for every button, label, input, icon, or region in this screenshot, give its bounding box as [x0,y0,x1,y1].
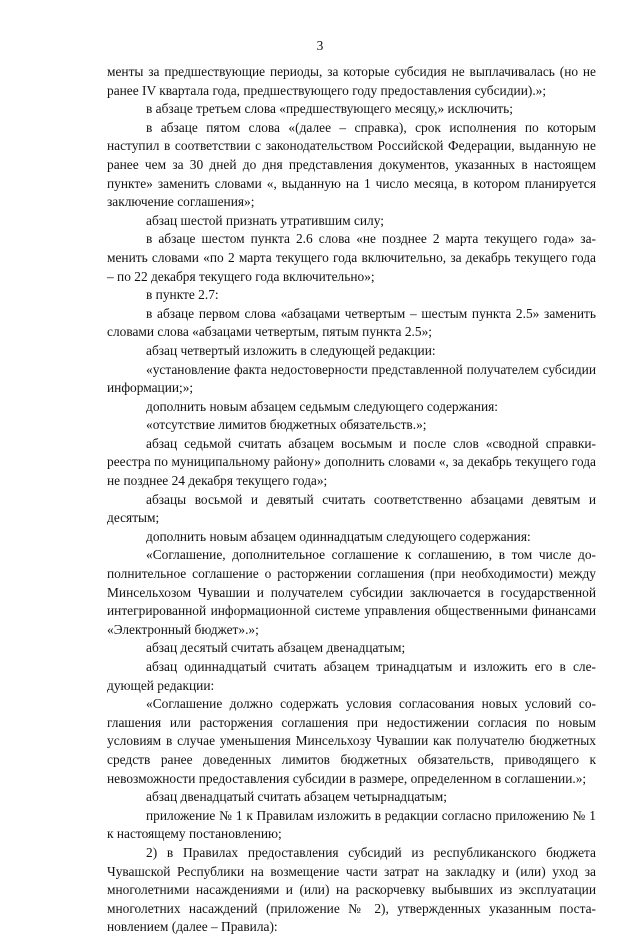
paragraph: в абзаце шестом пункта 2.6 слова «не позднее 2 марта текущего года» заменить словами «по 2 марта текущего года включительно, за декабрь текущего года – по 22 декабря текущего года включительно»; [107,231,596,284]
paragraph: абзацы восьмой и девятый считать соответственно абзацами девятым и десятым; [107,491,596,526]
paragraph: абзац одиннадцатый считать абзацем тринадцатым и изложить его в следующей редакции: [107,659,596,693]
paragraph: в пункте 2.7: [146,287,219,303]
paragraph: абзац двенадцатый считать абзацем четырнадцатым; [146,789,447,805]
paragraph: дополнить новым абзацем седьмым следующего содержания: [146,398,498,414]
page-number: 3 [316,38,324,53]
paragraph: «Соглашение, дополнительное соглашение к соглашению, в том числе дополнительное соглашение о расторжении соглашения (при необходимости) между Минсельхозом Чувашии и получателем субсидии заключается в государственной интегрированной информационной системе управления общественными финансами «Электронный бюджет».»; [107,547,596,637]
paragraph: «Соглашение должно содержать условия согласования новых условий соглашения или расторжения соглашения при недостижении согласия по новым условиям в случае уменьшения Минсельхозу Чувашии как получателю бюджетных средств ранее доведенных лимитов бюджетных обязательств, приводящего к невозможности предоставления субсидии в размере, определенном в соглашении.»; [107,696,596,786]
paragraph: абзац четвертый изложить в следующей редакции: [146,342,436,358]
paragraph: приложение № 1 к Правилам изложить в редакции согласно приложению № 1 к настоящему постановлению; [107,807,596,842]
paragraph: абзац седьмой считать абзацем восьмым и после слов «сводной справкиреестра по муниципальному району» дополнить словами «, за декабрь текущего года не позднее 24 декабря текущего года»; [107,435,596,489]
paragraph: дополнить новым абзацем одиннадцатым следующего содержания: [146,528,531,544]
paragraph: в абзаце пятом слова «(далее – справка), срок исполнения по которым наступил в соответствии с законодательством Российской Федерации, выданную не ранее чем за 30 дней до дня представления документов, указанных в настоящем пункте» заменить словами «, выданную на 1 число месяца, в котором планируется заключение соглашения»; [107,119,596,210]
paragraph: 2) в Правилах предоставления субсидий из республиканского бюджета Чувашской Республики на возмещение части затрат на закладку и (или) уход за многолетними насаждениями и (или) на раскорчевку выбывших из эксплуатации многолетних насаждений (приложение № 2), утвержденных указанным постановлением (далее – Правила): [107,844,596,935]
paragraph: менты за предшествующие периоды, за которые субсидия не выплачивалась (но не ранее IV квартала года, предшествующего году предоставления субсидии).»; [107,64,596,98]
paragraph: абзац шестой признать утратившим силу; [146,212,384,228]
paragraph: «отсутствие лимитов бюджетных обязательств.»; [146,417,427,433]
paragraph: абзац десятый считать абзацем двенадцатым; [146,640,406,656]
document-body [107,63,596,937]
paragraph: в абзаце третьем слова «предшествующего месяцу,» исключить; [146,101,513,117]
paragraph: «установление факта недостоверности представленной получателем субсидии информации;»; [107,361,596,396]
paragraph: в абзаце первом слова «абзацами четвертым – шестым пункта 2.5» заменить словами слова «абзацами четвертым, пятым пункта 2.5»; [107,305,596,340]
